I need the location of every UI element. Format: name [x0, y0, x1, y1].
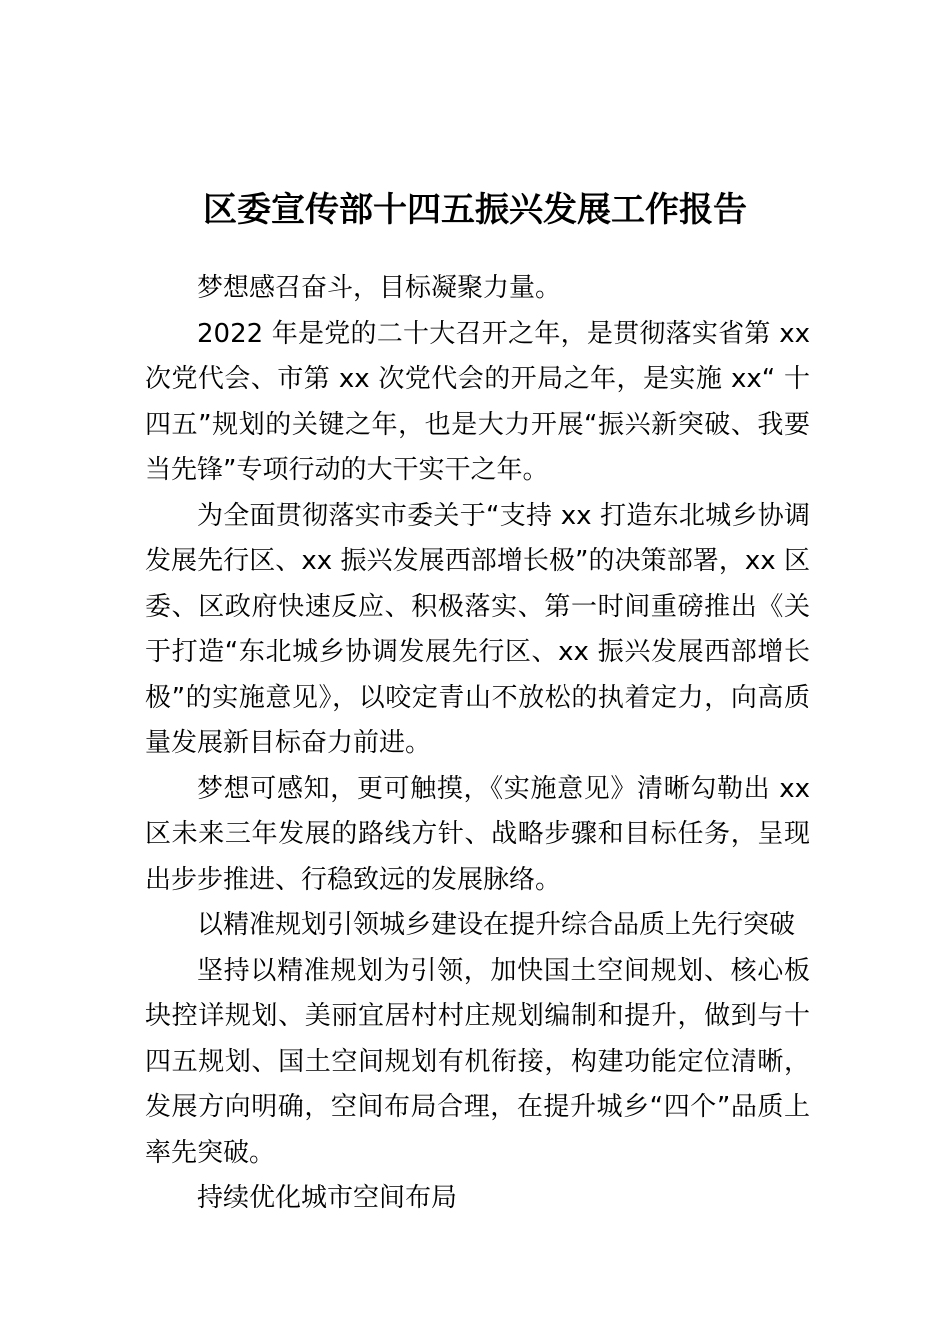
- paragraph-planning: 坚持以精准规划为引领，加快国土空间规划、核心板块控详规划、美丽宜居村村庄规划编制和提升，做到与十四五规划、国土空间规划有机衔接，构建功能定位清晰，发展方向明确，空间布局合理，在提升城乡“四个”品质上率先突破。: [145, 955, 810, 1168]
- document-body: [145, 266, 810, 1222]
- paragraph-intro: 梦想感召奋斗，目标凝聚力量。: [197, 273, 562, 303]
- section-heading-layout: 持续优化城市空间布局: [197, 1183, 458, 1213]
- document-title: 区委宣传部十四五振兴发展工作报告: [203, 190, 747, 230]
- section-heading-planning: 以精准规划引领城乡建设在提升综合品质上先行突破: [197, 910, 796, 940]
- paragraph-implementation: 为全面贯彻落实市委关于“支持 xx 打造东北城乡协调发展先行区、xx 振兴发展西部增长极”的决策部署，xx 区委、区政府快速反应、积极落实、第一时间重磅推出《关于打造“东北城乡协调发展先行区、xx 振兴发展西部增长极”的实施意见》，以咬定青山不放松的执着定力，向高质量发展新目标奋力前进。: [145, 500, 810, 758]
- paragraph-vision: 梦想可感知，更可触摸，《实施意见》清晰勾勒出 xx 区未来三年发展的路线方针、战略步骤和目标任务，呈现出步步推进、行稳致远的发展脉络。: [145, 773, 810, 895]
- paragraph-2022: 2022 年是党的二十大召开之年，是贯彻落实省第 xx 次党代会、市第 xx 次党代会的开局之年，是实施 xx“ 十四五”规划的关键之年，也是大力开展“振兴新突破、我要当先锋”专项行动的大干实干之年。: [145, 318, 810, 485]
